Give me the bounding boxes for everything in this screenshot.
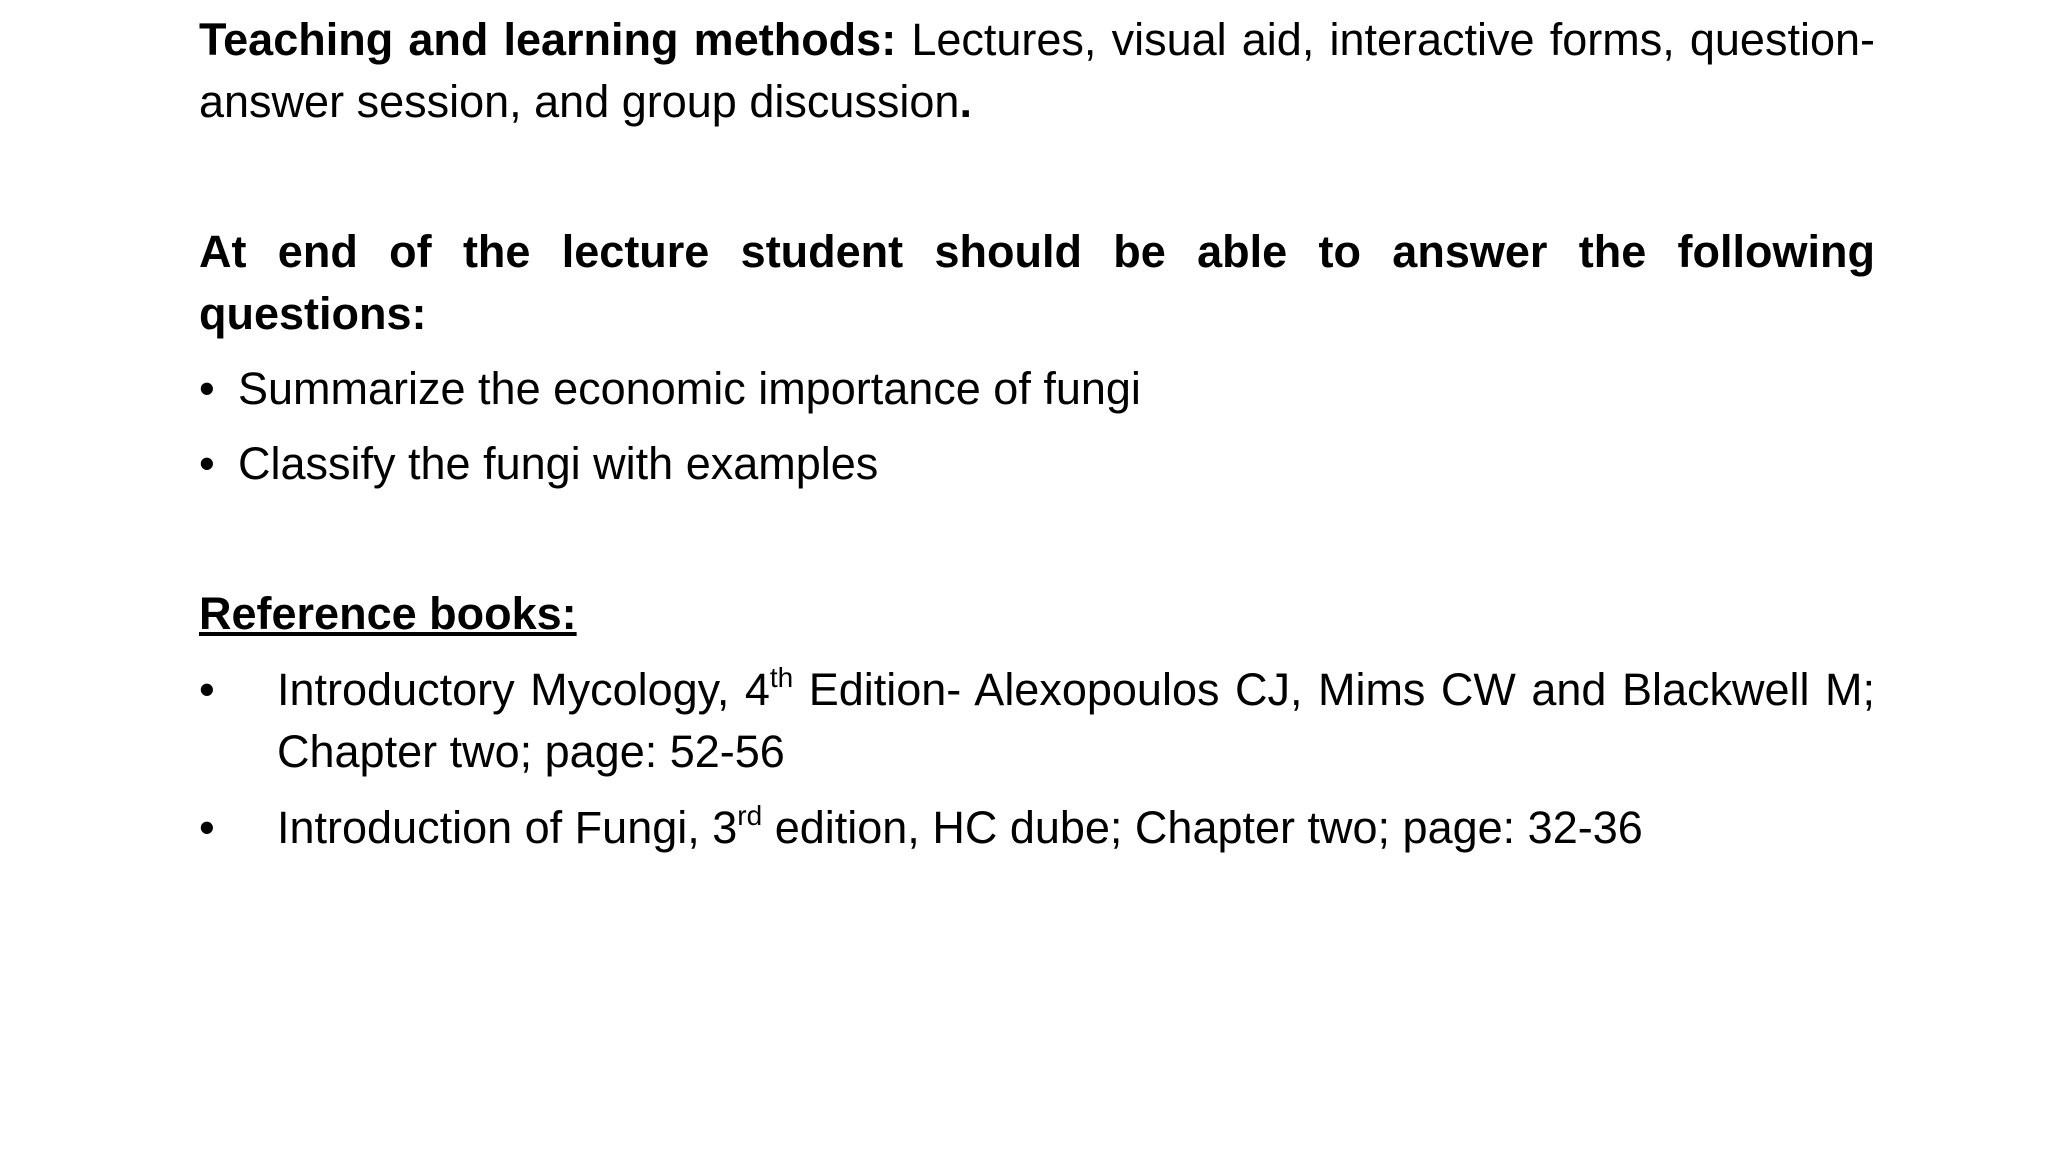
questions-heading: At end of the lecture student should be able to answer the following questions:	[199, 226, 1875, 339]
bullet-icon: •	[199, 802, 215, 853]
reference-item	[199, 659, 1875, 783]
reference-text	[277, 797, 1875, 859]
teaching-methods-paragraph	[199, 9, 1875, 133]
reference-item	[199, 797, 1875, 859]
question-text: Classify the fungi with examples	[238, 438, 879, 489]
bullet-icon: •	[199, 664, 215, 715]
question-item	[199, 358, 1141, 420]
bullet-icon: •	[199, 363, 215, 414]
slide	[199, 0, 1875, 1152]
teaching-methods-label: Teaching and learning methods:	[199, 14, 897, 65]
question-item	[199, 433, 878, 495]
teaching-methods-text: Lectures, visual aid, interactive forms, question-answer session, and group discussion	[199, 14, 1875, 127]
question-text: Summarize the economic importance of fungi	[238, 363, 1141, 414]
reference-details: edition, HC dube; Chapter two; page: 32-36	[762, 802, 1643, 853]
reference-title: Introduction of Fungi, 3	[277, 802, 738, 853]
reference-books-heading: Reference books:	[199, 588, 577, 639]
reference-title: Introductory Mycology, 4	[277, 664, 770, 715]
bullet-icon: •	[199, 438, 215, 489]
reference-text	[277, 659, 1875, 783]
edition-superscript: th	[769, 662, 794, 693]
edition-superscript: rd	[737, 800, 763, 831]
reference-details: Edition- Alexopoulos CJ, Mims CW and Blackwell M; Chapter two; page: 52-56	[277, 664, 1875, 777]
teaching-methods-end: .	[959, 76, 972, 127]
